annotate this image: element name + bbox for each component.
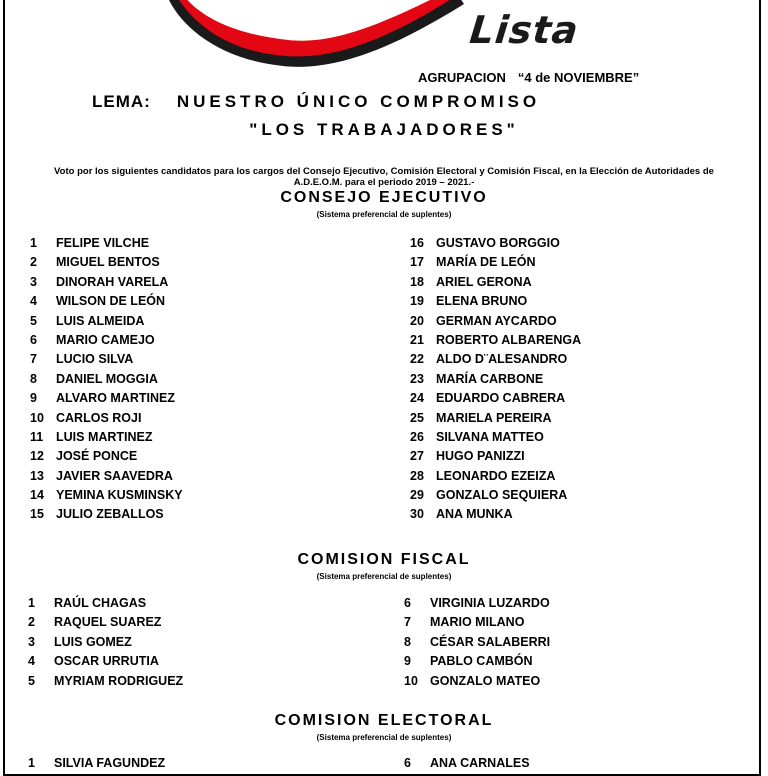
candidate-row	[28, 672, 183, 691]
candidate-name: DINORAH VARELA	[56, 274, 169, 289]
candidate-row	[30, 389, 183, 408]
candidate-name: MARIELA PEREIRA	[436, 410, 552, 425]
candidate-row	[404, 594, 550, 613]
candidate-row	[410, 292, 581, 311]
electoral-title: COMISION ELECTORAL	[274, 712, 494, 729]
candidate-number: 25	[410, 410, 424, 425]
logo-word: Lista	[467, 8, 581, 52]
candidate-number: 20	[410, 313, 424, 328]
candidate-name: GUSTAVO BORGGIO	[436, 236, 560, 250]
consejo-subtitle: (Sistema preferencial de suplentes)	[316, 210, 452, 219]
candidate-row	[404, 613, 550, 632]
candidate-name: YEMINA KUSMINSKY	[56, 488, 183, 503]
candidate-name: ANA CARNALES	[430, 756, 530, 770]
candidate-row	[28, 633, 183, 652]
candidate-number: 1	[28, 756, 35, 770]
candidate-number: 7	[30, 352, 37, 367]
candidate-name: LEONARDO EZEIZA	[436, 468, 556, 483]
candidate-row	[410, 428, 581, 447]
candidate-row	[30, 253, 183, 272]
candidate-row	[30, 428, 183, 447]
candidate-name: CÉSAR SALABERRI	[430, 634, 551, 649]
candidate-number: 17	[410, 255, 424, 270]
candidate-name: LUIS MARTINEZ	[56, 429, 153, 444]
candidate-row	[410, 253, 581, 272]
electoral-right-list	[404, 754, 530, 773]
candidate-name: HUGO PANIZZI	[436, 449, 525, 464]
candidate-number: 2	[28, 615, 35, 630]
candidate-number: 10	[30, 410, 44, 425]
candidate-number: 11	[30, 429, 44, 444]
candidate-number: 13	[30, 468, 44, 483]
candidate-name: WILSON DE LEÓN	[56, 294, 166, 309]
candidate-name: FELIPE VILCHE	[56, 236, 150, 250]
candidate-name: MARIO MILANO	[430, 615, 525, 630]
candidate-row	[410, 331, 581, 350]
candidate-number: 3	[28, 634, 35, 649]
candidate-name: ELENA BRUNO	[436, 294, 528, 309]
candidate-number: 2	[30, 255, 37, 270]
consejo-right-list	[410, 234, 581, 525]
candidate-row	[30, 447, 183, 466]
candidate-name: MYRIAM RODRIGUEZ	[54, 673, 184, 688]
candidate-number: 5	[30, 313, 37, 328]
candidate-name: JAVIER SAAVEDRA	[56, 468, 173, 483]
candidate-row	[30, 273, 183, 292]
candidate-row	[30, 331, 183, 350]
consejo-left-list	[30, 234, 183, 525]
candidate-name: GONZALO SEQUIERA	[436, 488, 568, 503]
fiscal-title: COMISION FISCAL	[297, 551, 471, 568]
candidate-number: 1	[28, 596, 35, 610]
candidate-row	[28, 652, 183, 671]
candidate-number: 6	[404, 596, 411, 610]
logo-swoosh	[168, 0, 468, 70]
candidate-row	[30, 350, 183, 369]
candidate-name: DANIEL MOGGIA	[56, 371, 158, 386]
candidate-name: OSCAR URRUTIA	[54, 654, 159, 669]
candidate-number: 12	[30, 449, 44, 464]
candidate-name: EDUARDO CABRERA	[436, 391, 566, 406]
candidate-row	[410, 467, 581, 486]
candidate-name: GERMAN AYCARDO	[436, 313, 557, 328]
candidate-name: PABLO CAMBÓN	[430, 654, 533, 669]
candidate-row	[30, 486, 183, 505]
candidate-number: 28	[410, 468, 424, 483]
candidate-name: GONZALO MATEO	[430, 673, 541, 688]
candidate-name: JULIO ZEBALLOS	[56, 507, 164, 522]
candidate-row	[410, 486, 581, 505]
candidate-row	[30, 312, 183, 331]
intro-paragraph: Voto por los siguientes candidatos para los cargos del Consejo Ejecutivo, Comisión Electoral y Comisión Fiscal, en la Elección de Autoridades de A.D.E.O.M. para el periodo 2019 – 2021.-	[54, 166, 714, 188]
lema-text: NUESTRO ÚNICO COMPROMISO	[176, 92, 541, 111]
candidate-number: 4	[30, 294, 37, 309]
candidate-number: 10	[404, 673, 418, 688]
candidate-number: 1	[30, 236, 37, 250]
agrupacion-name: “4 de NOVIEMBRE”	[517, 70, 640, 85]
candidate-row	[30, 505, 183, 524]
fiscal-right-list	[404, 594, 550, 691]
candidate-row	[410, 389, 581, 408]
candidate-row	[30, 292, 183, 311]
fiscal-subtitle: (Sistema preferencial de suplentes)	[316, 572, 452, 581]
candidate-name: ALDO D¨ALESANDRO	[436, 352, 568, 367]
candidate-name: MARÍA DE LEÓN	[436, 255, 536, 270]
candidate-row	[410, 409, 581, 428]
candidate-number: 27	[410, 449, 424, 464]
candidate-row	[28, 594, 183, 613]
candidate-name: MIGUEL BENTOS	[56, 255, 160, 270]
candidate-name: MARIO CAMEJO	[56, 332, 155, 347]
candidate-number: 6	[404, 756, 411, 770]
candidate-name: SILVANA MATTEO	[436, 429, 544, 444]
candidate-number: 8	[30, 371, 37, 386]
candidate-number: 26	[410, 429, 424, 444]
candidate-name: LUCIO SILVA	[56, 352, 134, 367]
candidate-number: 30	[410, 507, 424, 522]
candidate-row	[410, 370, 581, 389]
lema-line-2: "LOS TRABAJADORES"	[249, 120, 519, 139]
candidate-name: ALVARO MARTINEZ	[56, 391, 175, 406]
candidate-name: ANA MUNKA	[436, 507, 513, 522]
candidate-row	[410, 447, 581, 466]
lema-label: LEMA:	[92, 92, 151, 111]
candidate-number: 22	[410, 352, 424, 367]
candidate-name: RAÚL CHAGAS	[54, 596, 147, 610]
candidate-number: 7	[404, 615, 411, 630]
candidate-number: 8	[404, 634, 411, 649]
candidate-name: RAQUEL SUAREZ	[54, 615, 162, 630]
agrupacion-line	[418, 70, 639, 85]
candidate-row	[410, 312, 581, 331]
candidate-row	[410, 234, 581, 253]
candidate-row	[30, 467, 183, 486]
candidate-number: 5	[28, 673, 35, 688]
candidate-name: ROBERTO ALBARENGA	[436, 332, 582, 347]
candidate-name: MARÍA CARBONE	[436, 371, 544, 386]
candidate-number: 3	[30, 274, 37, 289]
candidate-number: 9	[404, 654, 411, 669]
candidate-number: 15	[30, 507, 44, 522]
candidate-row	[30, 370, 183, 389]
agrupacion-label: AGRUPACION	[418, 70, 506, 85]
candidate-row	[410, 350, 581, 369]
candidate-name: JOSÉ PONCE	[56, 449, 138, 464]
candidate-number: 21	[410, 332, 424, 347]
candidate-number: 16	[410, 236, 424, 250]
candidate-name: VIRGINIA LUZARDO	[430, 596, 550, 610]
candidate-row	[30, 234, 183, 253]
consejo-title: CONSEJO EJECUTIVO	[280, 189, 488, 206]
candidate-row	[404, 633, 550, 652]
lema-line	[92, 92, 692, 112]
candidate-number: 6	[30, 332, 37, 347]
candidate-number: 24	[410, 391, 424, 406]
candidate-name: LUIS GOMEZ	[54, 634, 132, 649]
candidate-name: LUIS ALMEIDA	[56, 313, 145, 328]
electoral-left-list	[28, 754, 165, 773]
candidate-row	[410, 273, 581, 292]
candidate-row	[30, 409, 183, 428]
candidate-row	[410, 505, 581, 524]
candidate-number: 9	[30, 391, 37, 406]
candidate-number: 29	[410, 488, 424, 503]
candidate-number: 14	[30, 488, 44, 503]
candidate-row	[404, 652, 550, 671]
candidate-row	[404, 754, 530, 773]
candidate-number: 4	[28, 654, 35, 669]
candidate-number: 19	[410, 294, 424, 309]
candidate-row	[28, 613, 183, 632]
electoral-subtitle: (Sistema preferencial de suplentes)	[316, 733, 452, 742]
candidate-name: SILVIA FAGUNDEZ	[54, 756, 166, 770]
candidate-number: 23	[410, 371, 424, 386]
candidate-row	[28, 754, 165, 773]
candidate-name: ARIEL GERONA	[436, 274, 532, 289]
fiscal-left-list	[28, 594, 183, 691]
candidate-row	[404, 672, 550, 691]
candidate-name: CARLOS ROJI	[56, 410, 142, 425]
candidate-number: 18	[410, 274, 424, 289]
